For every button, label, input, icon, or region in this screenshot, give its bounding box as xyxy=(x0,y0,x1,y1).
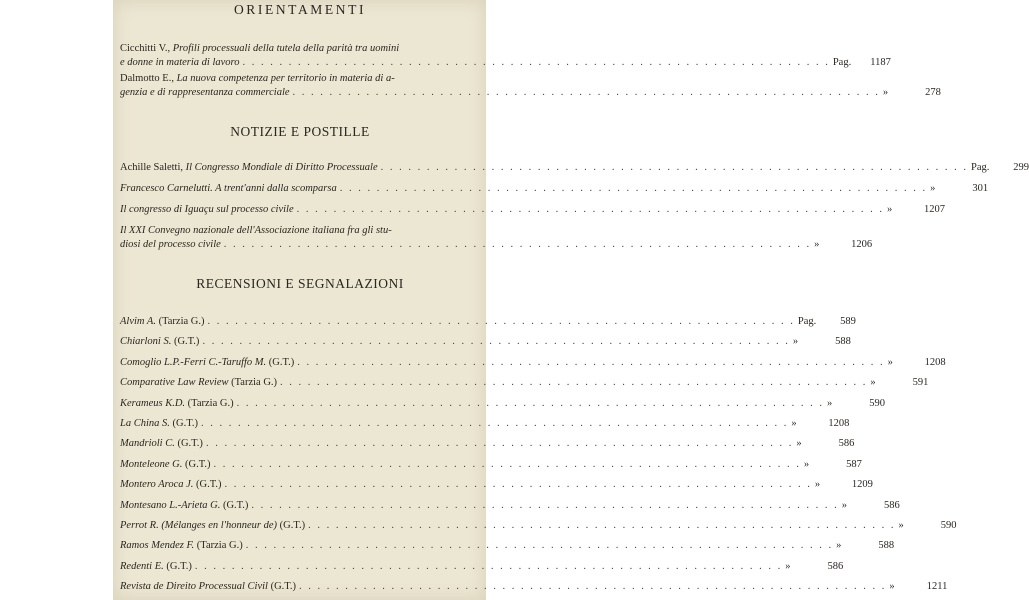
entry-line xyxy=(120,161,1029,175)
leader-dots: . . . . . . . . . . . . . . . . . . . . . . . . . . . . . . . . . . . . . . . . . . . . . . . . . . . . . . . . . . . . . . . . xyxy=(280,377,868,389)
entry-reviewer: (G.T.) xyxy=(163,560,192,572)
leader-dots: . . . . . . . . . . . . . . . . . . . . . . . . . . . . . . . . . . . . . . . . . . . . . . . . . . . . . . . . . . . . . . . . xyxy=(236,397,824,409)
entry-reviewer: (G.T.) xyxy=(169,418,198,429)
entry-reviewer: (Tarzia G.) xyxy=(228,377,278,389)
entry-title: Montero Aroca J. xyxy=(120,479,194,491)
entry-line xyxy=(120,203,945,217)
toc-entry xyxy=(120,224,873,252)
leader-dots: . . . . . . . . . . . . . . . . . . . . . . . . . . . . . . . . . . . . . . . . . . . . . . . . . . . . . . . . . . . . . . . . xyxy=(292,87,880,98)
entry-title: La nuova competenza per territorio in materia di a- xyxy=(176,73,395,84)
page-number: 1208 xyxy=(828,418,850,429)
entry-line xyxy=(120,397,885,411)
entry-reviewer: (G.T.) xyxy=(220,499,249,511)
entry-line xyxy=(120,56,891,70)
toc-entry xyxy=(120,478,873,492)
entry-title: Perrot R. (Mélanges en l'honneur de) xyxy=(120,520,277,531)
page-prefix: » xyxy=(836,540,842,552)
leader-dots: . . . . . . . . . . . . . . . . . . . . . . . . . . . . . . . . . . . . . . . . . . . . . . . . . . . . . . . . . . . . . . . . xyxy=(223,239,812,250)
toc-entry xyxy=(120,499,900,513)
page-number: 586 xyxy=(884,499,900,511)
toc-entry xyxy=(120,182,989,196)
page-number: 1187 xyxy=(870,57,891,68)
entry-title: Profili processuali della tutela della parità tra uomini xyxy=(172,43,400,54)
section-heading-recensioni: RECENSIONI E SEGNALAZIONI xyxy=(196,276,404,291)
page-number: 591 xyxy=(912,377,929,389)
toc-entry xyxy=(120,437,855,451)
toc-entry xyxy=(120,580,948,594)
toc-entry xyxy=(120,72,941,100)
page-number: 590 xyxy=(940,520,957,531)
entry-reviewer: (Tarzia G.) xyxy=(185,397,234,409)
section-heading-orientamenti: ORIENTAMENTI xyxy=(233,2,367,17)
entry-line xyxy=(120,356,946,370)
entry-reviewer: (G.T.) xyxy=(276,520,306,531)
page-number: 588 xyxy=(878,540,895,552)
entry-line xyxy=(120,437,855,451)
page-prefix: » xyxy=(870,377,876,389)
page-number: 587 xyxy=(846,458,862,470)
toc-entry xyxy=(120,417,850,431)
entry-title-cont: diosi del processo civile xyxy=(120,239,221,250)
leader-dots: . . . . . . . . . . . . . . . . . . . . . . . . . . . . . . . . . . . . . . . . . . . . . . . . . . . . . . . . . . . . . . . . xyxy=(380,162,968,173)
page-prefix: Pag. xyxy=(797,316,817,327)
entry-title: Francesco Carnelutti. A trent'anni dalla scomparsa xyxy=(120,183,337,194)
entry-reviewer: (G.T.) xyxy=(193,479,222,491)
leader-dots: . . . . . . . . . . . . . . . . . . . . . . . . . . . . . . . . . . . . . . . . . . . . . . . . . . . . . . . . . . . . . . . . xyxy=(200,418,789,429)
toc-entry xyxy=(120,458,862,472)
leader-dots: . . . . . . . . . . . . . . . . . . . . . . . . . . . . . . . . . . . . . . . . . . . . . . . . . . . . . . . . . . . . . . . . xyxy=(224,479,812,491)
entry-title-cont: genzia e di rappresentanza commerciale xyxy=(120,87,290,98)
toc-entry xyxy=(120,376,929,390)
page-number: 586 xyxy=(838,438,855,450)
entry-title: Chiarloni S. xyxy=(120,336,172,348)
entry-line xyxy=(120,560,844,574)
toc-entry xyxy=(120,42,891,70)
page-prefix: » xyxy=(882,87,889,98)
entry-reviewer: (G.T.) xyxy=(267,581,297,593)
entry-line xyxy=(120,458,862,472)
entry-reviewer: (G.T.) xyxy=(182,458,211,470)
entry-line xyxy=(120,86,941,100)
page-prefix: » xyxy=(841,499,848,511)
entry-line xyxy=(120,238,873,252)
toc-entry xyxy=(120,203,945,217)
page-prefix: » xyxy=(814,239,820,250)
page-prefix: Pag. xyxy=(832,57,852,68)
page-prefix: » xyxy=(886,204,893,215)
leader-dots: . . . . . . . . . . . . . . . . . . . . . . . . . . . . . . . . . . . . . . . . . . . . . . . . . . . . . . . . . . . . . . . . xyxy=(213,458,801,470)
entry-reviewer: (G.T.) xyxy=(171,336,200,348)
entry-line xyxy=(120,182,989,196)
entry-title: Mandrioli C. xyxy=(120,438,175,450)
leader-dots: . . . . . . . . . . . . . . . . . . . . . . . . . . . . . . . . . . . . . . . . . . . . . . . . . . . . . . . . . . . . . . . . xyxy=(242,57,830,68)
entry-title: Il Congresso Mondiale di Diritto Processuale xyxy=(185,162,378,173)
leader-dots: . . . . . . . . . . . . . . . . . . . . . . . . . . . . . . . . . . . . . . . . . . . . . . . . . . . . . . . . . . . . . . . . xyxy=(202,336,790,348)
leader-dots: . . . . . . . . . . . . . . . . . . . . . . . . . . . . . . . . . . . . . . . . . . . . . . . . . . . . . . . . . . . . . . . . xyxy=(297,356,885,368)
entry-line xyxy=(120,519,957,533)
entry-title: Revista de Direito Processual Civil xyxy=(120,581,268,593)
entry-title: Il XXI Convegno nazionale dell'Associazione italiana fra gli stu- xyxy=(120,225,392,236)
entry-reviewer: (G.T.) xyxy=(266,356,295,368)
toc-entry xyxy=(120,335,851,349)
entry-line xyxy=(120,478,873,492)
toc-entry xyxy=(120,161,1029,175)
entry-author: Achille Saletti, xyxy=(120,162,183,173)
entry-title: Ramos Mendez F. xyxy=(120,540,195,552)
page-prefix: Pag. xyxy=(971,162,990,173)
toc-entry xyxy=(120,397,885,411)
entry-author: Cicchitti V., xyxy=(120,43,171,54)
entry-title: Monteleone G. xyxy=(120,458,183,470)
page-number: 278 xyxy=(925,87,941,98)
book-page xyxy=(113,0,1029,600)
entry-title: Alvim A. xyxy=(120,316,156,327)
leader-dots: . . . . . . . . . . . . . . . . . . . . . . . . . . . . . . . . . . . . . . . . . . . . . . . . . . . . . . . . . . . . . . . . xyxy=(339,183,928,194)
page-prefix: » xyxy=(796,438,802,450)
page-prefix: » xyxy=(930,183,936,194)
page-number: 590 xyxy=(869,397,885,409)
page-number: 1207 xyxy=(923,204,945,215)
entry-title-cont: e donne in materia di lavoro xyxy=(120,57,240,68)
page-number: 1209 xyxy=(851,479,873,491)
entry-title: Kerameus K.D. xyxy=(120,397,186,409)
entry-line xyxy=(120,224,480,238)
page-prefix: » xyxy=(898,520,904,531)
entry-title: Redenti E. xyxy=(120,560,164,572)
entry-title: Il congresso di Iguaçu sul processo civile xyxy=(120,204,294,215)
leader-dots: . . . . . . . . . . . . . . . . . . . . . . . . . . . . . . . . . . . . . . . . . . . . . . . . . . . . . . . . . . . . . . . . xyxy=(245,540,834,552)
entry-title: La China S. xyxy=(120,418,170,429)
page-number: 589 xyxy=(840,316,856,327)
page-prefix: » xyxy=(792,336,799,348)
entry-author: Dalmotto E., xyxy=(120,73,174,84)
entry-line xyxy=(120,42,480,56)
entry-line xyxy=(120,376,929,390)
entry-reviewer: (Tarzia G.) xyxy=(194,540,243,552)
entry-line xyxy=(120,580,948,594)
page-prefix: » xyxy=(791,418,797,429)
page-number: 1208 xyxy=(924,356,946,368)
toc-entry xyxy=(120,315,856,329)
entry-title: Comoglio L.P.-Ferri C.-Taruffo M. xyxy=(120,356,267,368)
entry-title: Montesano L.-Arieta G. xyxy=(120,499,221,511)
entry-line xyxy=(120,72,480,86)
entry-line xyxy=(120,315,856,329)
entry-line xyxy=(120,539,895,553)
leader-dots: . . . . . . . . . . . . . . . . . . . . . . . . . . . . . . . . . . . . . . . . . . . . . . . . . . . . . . . . . . . . . . . . xyxy=(296,204,884,215)
page-prefix: » xyxy=(887,356,893,368)
leader-dots: . . . . . . . . . . . . . . . . . . . . . . . . . . . . . . . . . . . . . . . . . . . . . . . . . . . . . . . . . . . . . . . . xyxy=(251,499,839,511)
page-number: 586 xyxy=(827,560,844,572)
page-number: 588 xyxy=(835,336,851,348)
page-number: 299 xyxy=(1013,162,1029,173)
leader-dots: . . . . . . . . . . . . . . . . . . . . . . . . . . . . . . . . . . . . . . . . . . . . . . . . . . . . . . . . . . . . . . . . xyxy=(194,560,783,572)
page-prefix: » xyxy=(803,458,810,470)
toc-entry xyxy=(120,560,844,574)
leader-dots: . . . . . . . . . . . . . . . . . . . . . . . . . . . . . . . . . . . . . . . . . . . . . . . . . . . . . . . . . . . . . . . . xyxy=(205,438,794,450)
entry-title: Comparative Law Review xyxy=(120,377,229,389)
entry-reviewer: (Tarzia G.) xyxy=(155,316,205,327)
entry-line xyxy=(120,335,851,349)
entry-reviewer: (G.T.) xyxy=(174,438,203,450)
page-number: 1206 xyxy=(851,239,873,250)
page-prefix: » xyxy=(785,560,791,572)
page-number: 301 xyxy=(972,183,989,194)
page-prefix: » xyxy=(889,581,895,593)
leader-dots: . . . . . . . . . . . . . . . . . . . . . . . . . . . . . . . . . . . . . . . . . . . . . . . . . . . . . . . . . . . . . . . . xyxy=(299,581,887,593)
section-heading-notizie: NOTIZIE E POSTILLE xyxy=(230,124,370,139)
page-prefix: » xyxy=(826,397,833,409)
page-number: 1211 xyxy=(926,581,948,593)
toc-entry xyxy=(120,519,957,533)
page-prefix: » xyxy=(814,479,821,491)
toc-entry xyxy=(120,539,895,553)
leader-dots: . . . . . . . . . . . . . . . . . . . . . . . . . . . . . . . . . . . . . . . . . . . . . . . . . . . . . . . . . . . . . . . . xyxy=(207,316,795,327)
entry-line xyxy=(120,417,850,431)
entry-line xyxy=(120,499,900,513)
leader-dots: . . . . . . . . . . . . . . . . . . . . . . . . . . . . . . . . . . . . . . . . . . . . . . . . . . . . . . . . . . . . . . . . xyxy=(308,520,896,531)
toc-entry xyxy=(120,356,946,370)
